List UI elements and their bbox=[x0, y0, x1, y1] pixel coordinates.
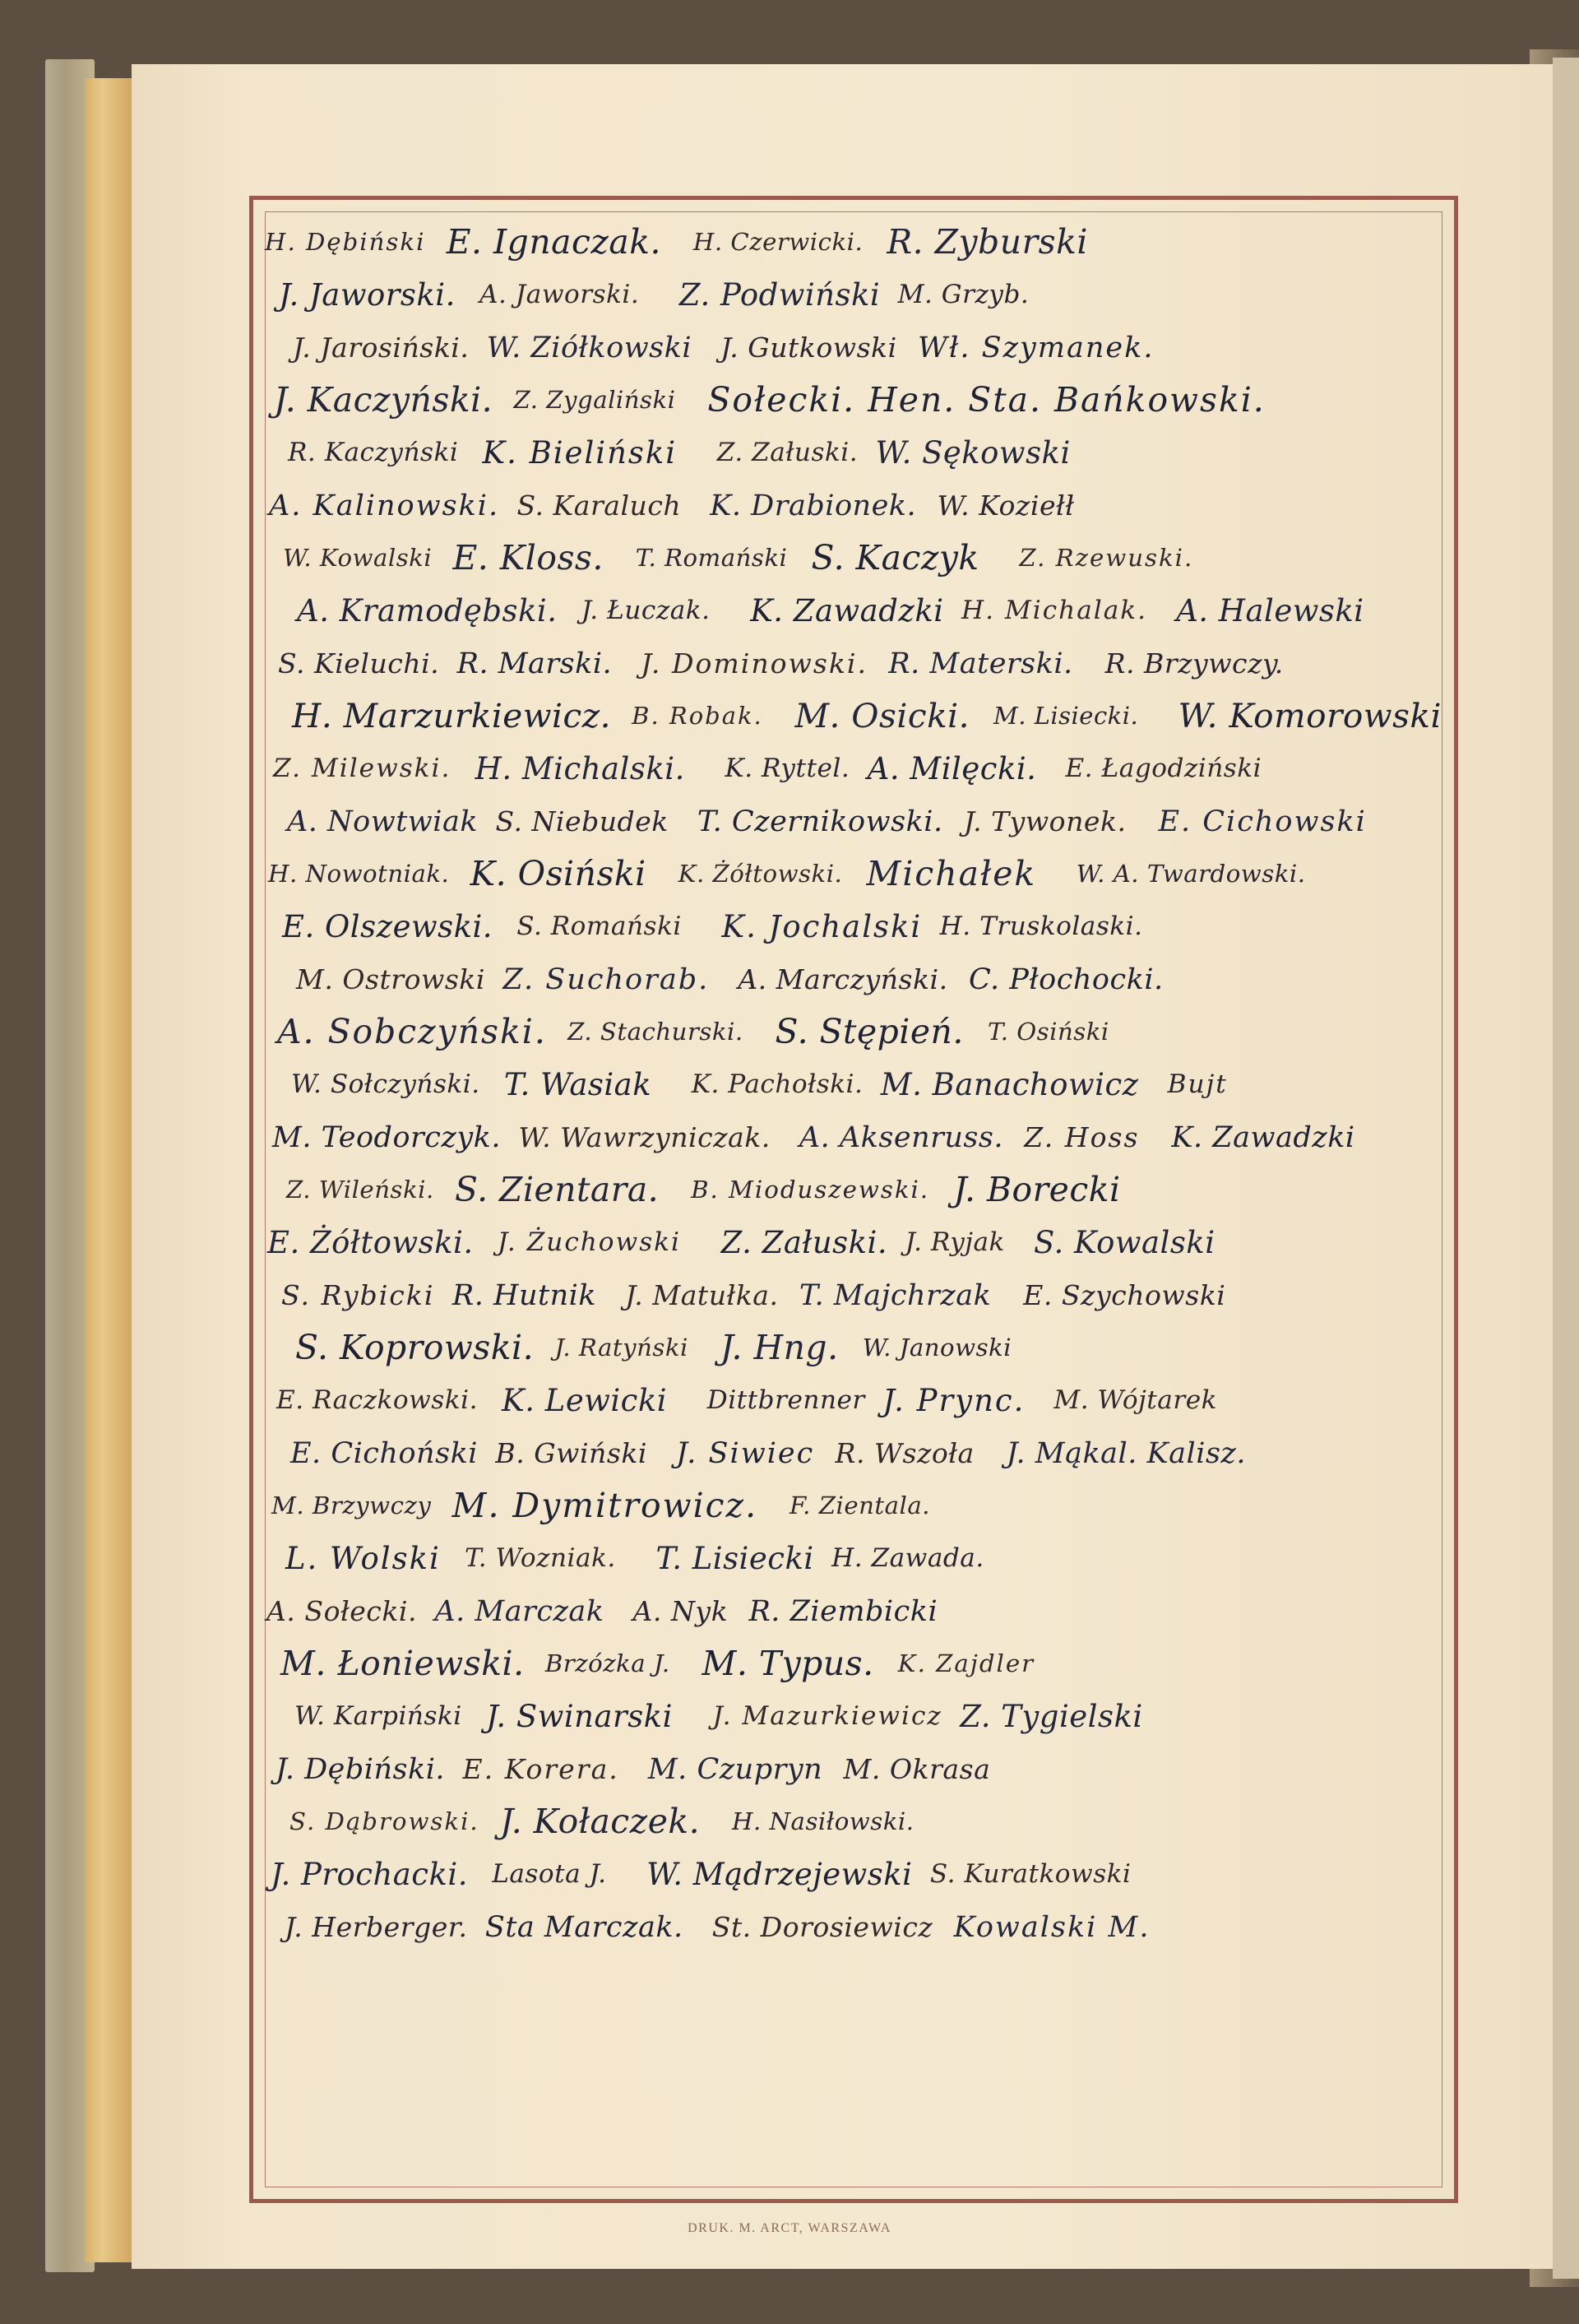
signature: T. Osiński bbox=[988, 1018, 1109, 1046]
signature-row bbox=[255, 953, 1472, 1005]
signature: Z. Załuski. bbox=[720, 1224, 888, 1260]
signature: T. Lisiecki bbox=[655, 1540, 814, 1576]
signature: J. Matułka. bbox=[625, 1278, 779, 1311]
signature-row bbox=[255, 531, 1472, 584]
signature: T. Czernikowski. bbox=[697, 804, 943, 838]
signature: Z. Podwiński bbox=[678, 276, 881, 313]
signature: T. Majchrzak bbox=[799, 1278, 992, 1312]
signature: H. Nasiłowski. bbox=[732, 1807, 915, 1835]
signature: Wł. Szymanek. bbox=[917, 330, 1155, 364]
signature: E. Olszewski. bbox=[282, 908, 493, 944]
signature: B. Robak. bbox=[632, 702, 763, 730]
signature-row bbox=[255, 637, 1472, 689]
signature: W. Komorowski bbox=[1178, 696, 1442, 735]
signature: J. Mazurkiewicz bbox=[712, 1701, 942, 1731]
signature-row bbox=[255, 216, 1472, 268]
signature: J. Borecki bbox=[953, 1170, 1121, 1209]
signature: J. Łuczak. bbox=[581, 596, 711, 625]
signature: E. Cichowski bbox=[1158, 804, 1367, 838]
signature: W. Karpiński bbox=[294, 1701, 462, 1731]
signature-row bbox=[255, 1690, 1472, 1742]
signature: R. Hutnik bbox=[451, 1278, 597, 1312]
signature: A. Marczak bbox=[434, 1593, 604, 1628]
signature-row bbox=[255, 1479, 1472, 1532]
signature: J. Prochacki. bbox=[271, 1856, 468, 1892]
adjacent-page bbox=[1553, 58, 1579, 2279]
signature: Z. Milewski. bbox=[273, 754, 451, 783]
signature: K. Pachołski. bbox=[691, 1069, 864, 1099]
signature: M. Osicki. bbox=[794, 696, 970, 735]
signature: R. Ziembicki bbox=[748, 1593, 938, 1628]
signature: K. Osiński bbox=[470, 854, 646, 893]
signature: R. Marski. bbox=[456, 646, 613, 680]
signature-row bbox=[255, 900, 1472, 953]
signature: F. Zientala. bbox=[789, 1491, 930, 1519]
signature: W. Sękowski bbox=[875, 434, 1071, 471]
signature: T. Wozniak. bbox=[465, 1543, 616, 1573]
signature: B. Gwiński bbox=[495, 1436, 647, 1469]
signature: E. Raczkowski. bbox=[276, 1385, 478, 1415]
signature: A. Sołecki. bbox=[266, 1594, 417, 1627]
signature: J. Dominowski. bbox=[641, 647, 868, 680]
signature: W. Sołczyński. bbox=[291, 1069, 480, 1099]
signature: J. Herberger. bbox=[285, 1910, 468, 1943]
signature: W. Ziółkowski bbox=[486, 330, 692, 364]
signature: S. Kowalski bbox=[1033, 1224, 1216, 1260]
signature: E. Żółtowski. bbox=[267, 1224, 474, 1260]
signature: M. Wójtarek bbox=[1053, 1385, 1218, 1415]
signature: J. Ratyński bbox=[554, 1334, 688, 1361]
signature: J. Prync. bbox=[882, 1382, 1026, 1418]
signature-row bbox=[255, 1532, 1472, 1584]
signature: S. Niebudek bbox=[495, 805, 669, 837]
signature: J. Mąkal. Kalisz. bbox=[1006, 1436, 1246, 1470]
signature: B. Mioduszewski. bbox=[691, 1176, 930, 1204]
signature: T. Romański bbox=[635, 544, 788, 572]
signature: S. Kieluchi. bbox=[278, 647, 440, 680]
signature: K. Zawadzki bbox=[750, 592, 944, 629]
signature: A. Nowtwiak bbox=[287, 804, 479, 838]
signature: K. Bieliński bbox=[482, 434, 678, 471]
signature: W. Kowalski bbox=[283, 544, 433, 572]
signature-row bbox=[255, 1216, 1472, 1269]
printer-credit: DRUK. M. ARCT, WARSZAWA bbox=[688, 2221, 891, 2235]
signature-row bbox=[255, 1374, 1472, 1426]
signature: M. Banachowicz bbox=[880, 1066, 1139, 1102]
signature-row bbox=[255, 1058, 1472, 1111]
signature: J. Jaworski. bbox=[279, 276, 456, 313]
signature: Z. Zygaliński bbox=[513, 386, 676, 414]
signature-row bbox=[255, 847, 1472, 900]
signature: J. Swinarski bbox=[485, 1698, 673, 1734]
signature: J. Ryjak bbox=[905, 1227, 1005, 1257]
signature: W. A. Twardowski. bbox=[1076, 860, 1306, 888]
signature-row bbox=[255, 479, 1472, 531]
signature: S. Karaluch bbox=[516, 489, 682, 522]
signature: Z. Tygielski bbox=[960, 1698, 1143, 1734]
signature-row bbox=[255, 1637, 1472, 1690]
signature: A. Nyk bbox=[632, 1594, 729, 1627]
signature: S. Rybicki bbox=[281, 1278, 435, 1311]
signature: Z. Załuski. bbox=[716, 438, 859, 467]
signature-row bbox=[255, 1163, 1472, 1216]
signature: R. Zyburski bbox=[887, 222, 1088, 262]
signature: E. Korera. bbox=[462, 1752, 619, 1785]
signature: S. Romański bbox=[516, 912, 682, 941]
signature: A. Marczyński. bbox=[738, 963, 948, 995]
signature: W. Koziełł bbox=[937, 489, 1075, 522]
signature: J. Dębiński. bbox=[276, 1751, 446, 1786]
signature: M. Łoniewski. bbox=[280, 1644, 525, 1683]
signature: R. Wszoła bbox=[835, 1436, 975, 1469]
signature-row bbox=[255, 268, 1472, 321]
signature-row bbox=[255, 1900, 1472, 1953]
signature: T. Wasiak bbox=[503, 1066, 652, 1102]
signature: M. Lisiecki. bbox=[993, 702, 1139, 730]
signature: S. Kuratkowski bbox=[929, 1859, 1132, 1889]
signature: W. Mądrzejewski bbox=[646, 1856, 913, 1892]
signature: E. Szychowski bbox=[1023, 1278, 1226, 1311]
signature: S. Dąbrowski. bbox=[289, 1807, 479, 1835]
signature: H. Michalak. bbox=[961, 596, 1148, 625]
signature: E. Kloss. bbox=[452, 538, 604, 578]
signature: Lasota J. bbox=[492, 1859, 607, 1889]
signature: M. Typus. bbox=[702, 1644, 874, 1683]
signature: K. Żółtowski. bbox=[678, 860, 843, 888]
signature-list bbox=[255, 216, 1472, 2132]
signature: J. Żuchowski bbox=[497, 1227, 681, 1257]
signature: M. Okrasa bbox=[843, 1752, 991, 1785]
signature: J. Gutkowski bbox=[720, 331, 897, 364]
signature-row bbox=[255, 584, 1472, 637]
signature-row bbox=[255, 1111, 1472, 1163]
signature-row bbox=[255, 1005, 1472, 1058]
signature: H. Czerwicki. bbox=[692, 228, 864, 256]
signature: M. Teodorczyk. bbox=[272, 1120, 501, 1154]
signature: H. Nowotniak. bbox=[268, 860, 450, 888]
signature-row bbox=[255, 795, 1472, 847]
signature-row bbox=[255, 742, 1472, 795]
signature-row bbox=[255, 1848, 1472, 1900]
signature: Z. Rzewuski. bbox=[1019, 544, 1194, 572]
signature-row bbox=[255, 1321, 1472, 1374]
signature-row bbox=[255, 1795, 1472, 1848]
signature: S. Koprowski. bbox=[295, 1328, 535, 1367]
signature-row bbox=[255, 689, 1472, 742]
signature: R. Brzywczy. bbox=[1104, 647, 1284, 680]
signature: C. Płochocki. bbox=[968, 962, 1164, 996]
signature: Michałek bbox=[866, 854, 1037, 893]
signature: R. Kaczyński bbox=[288, 438, 459, 467]
signature: A. Sobczyński. bbox=[277, 1012, 547, 1051]
signature: H. Truskolaski. bbox=[939, 912, 1143, 941]
signature: J. Tywonek. bbox=[963, 805, 1127, 837]
signature: H. Marzurkiewicz. bbox=[292, 696, 612, 735]
signature: M. Brzywczy bbox=[271, 1491, 432, 1519]
signature: J. Hng. bbox=[720, 1328, 839, 1367]
signature: M. Ostrowski bbox=[296, 963, 485, 995]
signature: K. Ryttel. bbox=[725, 754, 850, 783]
signature: M. Czupryn bbox=[647, 1751, 823, 1786]
signature-row bbox=[255, 321, 1472, 373]
signature: St. Dorosiewicz bbox=[711, 1910, 933, 1943]
signature: E. Cichoński bbox=[290, 1436, 478, 1470]
signature-row bbox=[255, 1269, 1472, 1321]
signature: A. Kramodębski. bbox=[297, 592, 558, 629]
gilded-page-edge bbox=[85, 78, 134, 2262]
signature: Z. Wileński. bbox=[286, 1176, 434, 1204]
signature: A. Milęcki. bbox=[867, 750, 1037, 786]
signature-row bbox=[255, 373, 1472, 426]
signature-row bbox=[255, 426, 1472, 479]
signature: S. Zientara. bbox=[455, 1170, 660, 1209]
signature: Sta Marczak. bbox=[484, 1909, 683, 1944]
signature: M. Dymitrowicz. bbox=[451, 1486, 758, 1525]
signature: A. Jaworski. bbox=[479, 280, 640, 309]
signature: K. Jochalski bbox=[721, 908, 923, 944]
signature: J. Kołaczek. bbox=[499, 1802, 701, 1841]
signature-row bbox=[255, 1742, 1472, 1795]
signature: A. Aksenruss. bbox=[799, 1120, 1003, 1154]
signature: S. Kaczyk bbox=[811, 538, 979, 578]
signature: J. Kaczyński. bbox=[274, 380, 493, 420]
signature: A. Halewski bbox=[1176, 592, 1364, 629]
signature: H. Zawada. bbox=[831, 1543, 984, 1573]
signature: Bujt bbox=[1167, 1069, 1228, 1099]
signature: M. Grzyb. bbox=[897, 280, 1030, 309]
signature: L. Wolski bbox=[285, 1540, 441, 1576]
signature-row bbox=[255, 1584, 1472, 1637]
signature-row bbox=[255, 1426, 1472, 1479]
signature: K. Lewicki bbox=[502, 1382, 668, 1418]
signature: K. Zawadzki bbox=[1171, 1120, 1355, 1154]
signature: Dittbrenner bbox=[706, 1385, 865, 1415]
signature: J. Jarosiński. bbox=[293, 331, 470, 364]
signature: Sołecki. Hen. Sta. Bańkowski. bbox=[707, 380, 1266, 420]
signature: S. Stępień. bbox=[775, 1012, 964, 1051]
signature: J. Siwiec bbox=[675, 1436, 815, 1470]
signature: Z. Suchorab. bbox=[502, 962, 710, 996]
signature: Kowalski M. bbox=[953, 1909, 1151, 1944]
signature: Brzózka J. bbox=[544, 1649, 670, 1677]
signature: A. Kalinowski. bbox=[269, 488, 500, 522]
signature: H. Dębiński bbox=[265, 228, 426, 256]
signature: K. Zajdler bbox=[897, 1649, 1035, 1677]
signature: E. Ignaczak. bbox=[446, 222, 662, 262]
signature: K. Drabionek. bbox=[710, 488, 917, 522]
signature: W. Wawrzyniczak. bbox=[518, 1120, 771, 1153]
signature: Z. Hoss bbox=[1024, 1120, 1140, 1153]
signature: R. Materski. bbox=[888, 646, 1073, 680]
signature: H. Michalski. bbox=[475, 750, 685, 786]
signature: Z. Stachurski. bbox=[567, 1018, 743, 1046]
signature: E. Łagodziński bbox=[1065, 754, 1262, 783]
signature: W. Janowski bbox=[862, 1334, 1012, 1361]
